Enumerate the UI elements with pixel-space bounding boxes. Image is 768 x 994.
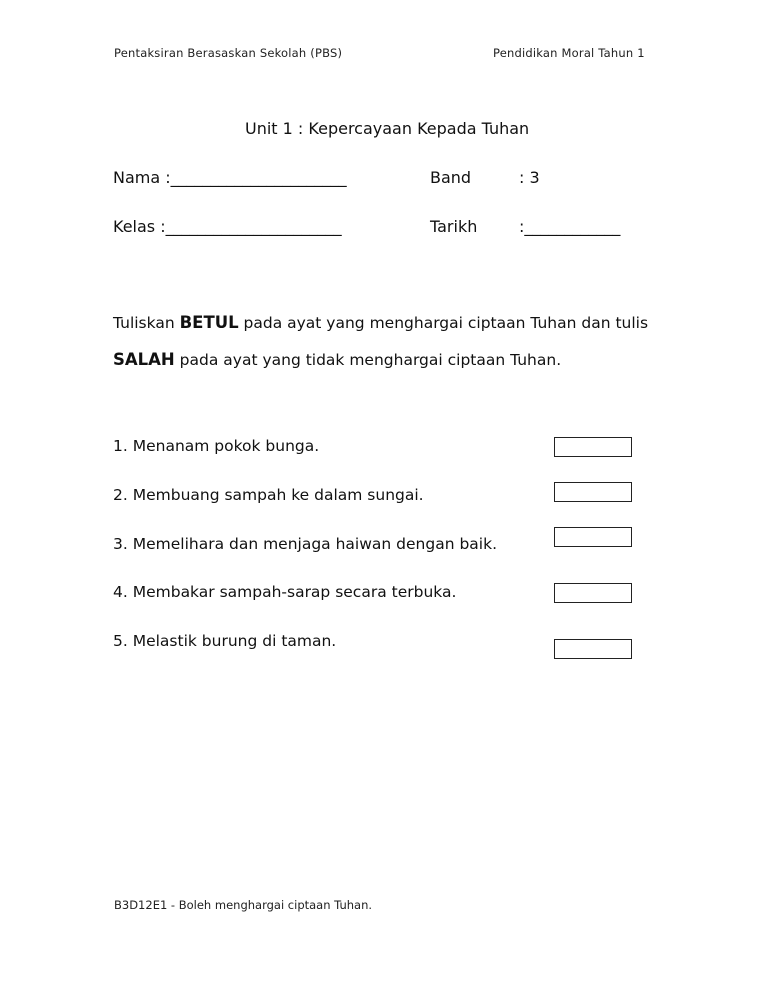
question-5: 5. Melastik burung di taman.: [113, 632, 337, 650]
instruction-text: Tuliskan: [113, 314, 180, 332]
question-4: 4. Membakar sampah-sarap secara terbuka.: [113, 583, 457, 601]
band-value: : 3: [519, 168, 540, 187]
question-2: 2. Membuang sampah ke dalam sungai.: [113, 486, 424, 504]
nama-field: Nama :______________________: [113, 168, 347, 187]
tarikh-label: Tarikh: [430, 217, 478, 236]
footer-text: B3D12E1 - Boleh menghargai ciptaan Tuhan.: [114, 898, 373, 912]
answer-box-2[interactable]: [554, 482, 632, 502]
kelas-field: Kelas :______________________: [113, 217, 342, 236]
question-3: 3. Memelihara dan menjaga haiwan dengan baik.: [113, 535, 497, 553]
header-right: Pendidikan Moral Tahun 1: [493, 46, 645, 60]
instruction-text: pada ayat yang tidak menghargai ciptaan Tuhan.: [174, 351, 562, 369]
answer-box-4[interactable]: [554, 583, 632, 603]
answer-box-1[interactable]: [554, 437, 632, 457]
betul-keyword: BETUL: [179, 313, 239, 332]
question-1: 1. Menanam pokok bunga.: [113, 437, 320, 455]
instruction-line-2: [113, 350, 561, 369]
instruction-text: pada ayat yang menghargai ciptaan Tuhan dan tulis: [238, 314, 649, 332]
band-label: Band: [430, 168, 472, 187]
answer-box-3[interactable]: [554, 527, 632, 547]
answer-box-5[interactable]: [554, 639, 632, 659]
tarikh-value: :____________: [519, 217, 621, 236]
instruction-line-1: [113, 313, 648, 332]
header-left: Pentaksiran Berasaskan Sekolah (PBS): [114, 46, 343, 60]
salah-keyword: SALAH: [113, 350, 175, 369]
page-title: Unit 1 : Kepercayaan Kepada Tuhan: [245, 119, 530, 138]
